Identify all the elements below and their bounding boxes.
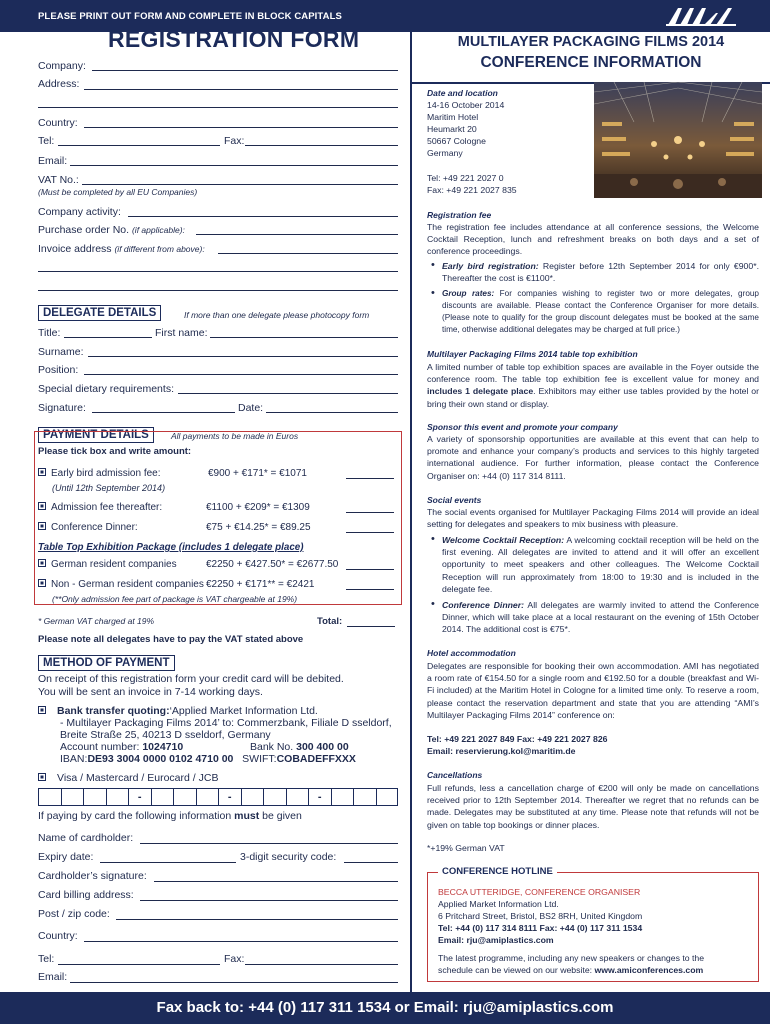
delegate-note: If more than one delegate please photocopy form (184, 310, 370, 320)
hotline-title: CONFERENCE HOTLINE (438, 866, 557, 877)
hotline-latest-1: The latest programme, including any new speakers or changes to the (438, 953, 705, 963)
account-number: Account number: 1024710 (60, 741, 184, 753)
date-location-heading: Date and location (427, 88, 498, 98)
billing-country-field[interactable] (84, 941, 398, 942)
postcode-field[interactable] (116, 919, 398, 920)
hotline-address: 6 Pritchard Street, Bristol, BS2 8RH, United Kingdom (438, 911, 643, 921)
ami-logo (666, 5, 736, 27)
fax-label: Fax: (224, 135, 245, 147)
footer-banner (0, 992, 770, 1024)
card-digit-box[interactable] (331, 788, 354, 806)
invoice-address-field-3[interactable] (38, 290, 398, 291)
non-german-price: €2250 + €171** = €2421 (206, 579, 315, 590)
date-label: Date: (238, 402, 264, 414)
tel-field[interactable] (58, 145, 220, 146)
security-code-field[interactable] (344, 862, 398, 863)
address-label: Address: (38, 78, 80, 90)
table-top-text: A limited number of table top exhibition spaces are available in the Foyer outside the conference room. The table top exhibition fee is excellent value for money and includes 1 delegate place. Exhibitors may either use tables provided by the hotel or bring their own stand or display. (427, 362, 759, 409)
non-german-checkbox[interactable] (38, 579, 46, 587)
admission-option[interactable]: Admission fee thereafter: (38, 502, 162, 513)
registration-fee-heading: Registration fee (427, 210, 492, 220)
bank-line-3: Breite Straße 25, 40213 D sseldorf, Germany (60, 729, 271, 741)
bank-number: Bank No. 300 400 00 (250, 741, 349, 753)
surname-field[interactable] (88, 356, 398, 357)
card-digit-box[interactable] (106, 788, 129, 806)
conference-date: 14-16 October 2014 (427, 100, 505, 110)
conference-info-title: CONFERENCE INFORMATION (480, 54, 702, 71)
welcome-reception-item: • Welcome Cocktail Reception: A welcoming cocktail reception will be held on the first evening. All delegates are invited to attend and it will offer an excellent opportunity to meet speakers and other colleagues. The Welcome Cocktail Reception will run approximately from 18:00 to 19:30 and is included in the delegate fee. (431, 534, 759, 595)
cardholder-signature-field[interactable] (154, 881, 398, 882)
first-name-label: First name: (155, 327, 208, 339)
german-option[interactable]: German resident companies (38, 559, 177, 570)
early-bird-option[interactable]: Early bird admission fee: (38, 468, 161, 479)
card-checkbox[interactable] (38, 773, 46, 781)
hotline-email[interactable]: Email: rju@amiplastics.com (438, 935, 554, 945)
card-dash: - (128, 788, 151, 806)
early-bird-item: • Early bird registration: Register before 12th September 2014 for only €900*. Thereafter the cost is €1100*. (431, 260, 759, 284)
card-info-note: If paying by card the following information must be given (38, 810, 302, 822)
hotel-reservation-phone: Tel: +49 221 2027 849 Fax: +49 221 2027 826 (427, 734, 608, 744)
cancellations-text: Full refunds, less a cancellation charge of €200 will only be made on cancellations received prior to 12th September 2014. Thereafter we regret that no refunds can be made. Delegates may be substituted at any time. Please note that refunds will not be given on table top bookings or dinner places. (427, 783, 759, 830)
cancellations-heading: Cancellations (427, 770, 483, 780)
card-digit-box[interactable] (151, 788, 174, 806)
title-field[interactable] (64, 337, 152, 338)
method-of-payment-heading: METHOD OF PAYMENT (38, 655, 175, 671)
card-digit-box[interactable] (286, 788, 309, 806)
hotline-company: Applied Market Information Ltd. (438, 899, 559, 909)
billing-tel-label: Tel: (38, 953, 55, 965)
iban-swift: IBAN:DE93 3004 0000 0102 4710 00 SWIFT:COBADEFFXXX (60, 753, 356, 765)
company-activity-label: Company activity: (38, 206, 121, 218)
postcode-label: Post / zip code: (38, 908, 110, 920)
billing-fax-field[interactable] (245, 964, 398, 965)
form-title: REGISTRATION FORM (108, 26, 360, 52)
conference-hotline-box (427, 866, 759, 982)
company-activity-field[interactable] (128, 216, 398, 217)
card-digit-box[interactable] (376, 788, 399, 806)
vat-label: VAT No.: (38, 174, 79, 186)
hotel-name: Maritim Hotel (427, 112, 479, 122)
hotel-reservation-email[interactable]: Email: reservierung.kol@maritim.de (427, 746, 576, 756)
card-digit-box[interactable] (353, 788, 376, 806)
address-field-2[interactable] (38, 107, 398, 108)
sponsor-heading: Sponsor this event and promote your company (427, 422, 618, 432)
card-digit-box[interactable] (38, 788, 61, 806)
billing-tel-field[interactable] (58, 964, 220, 965)
purchase-order-label: Purchase order No. (if applicable): (38, 224, 185, 236)
hotel-tel: Tel: +49 221 2027 0 (427, 173, 504, 183)
hotel-fax: Fax: +49 221 2027 835 (427, 185, 517, 195)
security-code-label: 3-digit security code: (240, 851, 337, 863)
payment-details-heading: PAYMENT DETAILS (38, 427, 154, 443)
german-vat-note: *+19% German VAT (427, 843, 505, 853)
admission-price: €1100 + €209* = €1309 (206, 502, 310, 513)
card-digit-box[interactable] (83, 788, 106, 806)
bank-transfer-option[interactable]: Bank transfer quoting:‘Applied Market Information Ltd. (38, 705, 318, 717)
hotline-latest-2: schedule can be viewed on our website: www.amiconferences.com (438, 965, 704, 975)
conference-title: MULTILAYER PACKAGING FILMS 2014 (457, 34, 725, 50)
hotel-city: 50667 Cologne (427, 136, 486, 146)
dietary-field[interactable] (178, 393, 398, 394)
billing-country-label: Country: (38, 930, 78, 942)
hotel-accommodation-heading: Hotel accommodation (427, 648, 516, 658)
hotline-telfax: Tel: +44 (0) 117 314 8111 Fax: +44 (0) 117 311 1534 (438, 923, 643, 933)
website-link[interactable]: www.amiconferences.com (594, 965, 704, 975)
card-digit-box[interactable] (61, 788, 84, 806)
card-number-boxes[interactable] (38, 788, 398, 806)
non-german-option[interactable]: Non - German resident companies (38, 579, 204, 590)
total-label: Total: (317, 616, 343, 627)
delegate-details-heading: DELEGATE DETAILS (38, 305, 161, 321)
method-intro-2: You will be sent an invoice in 7-14 working days. (38, 686, 263, 698)
dietary-label: Special dietary requirements: (38, 383, 174, 395)
purchase-order-field[interactable] (196, 234, 398, 235)
hotel-accommodation-text: Delegates are responsible for booking their own accommodation. AMI has negotiated a room rate of €154.50 for a single room and €192.50 for a double (breakfast and Wi-Fi included) at the Maritim Hotel in Cologne for a limited time only. To reserve a room, please contact the reservation department and state that you are attending “AMI’s Multilayer Packaging Films 2014” conference on: (427, 661, 759, 720)
group-rates-item: • Group rates: For companies wishing to register two or more delegates, group discounts are available. Please contact the Conference Organiser for more details. (Please note to qualify for the group discount delegates must be booked at the same time, otherwise additional delegates may be charged at full price.) (431, 288, 759, 336)
title-label: Title: (38, 327, 61, 339)
signature-field[interactable] (92, 412, 235, 413)
card-digit-box[interactable] (196, 788, 219, 806)
fax-back-instruction: Fax back to: +44 (0) 117 311 1534 or Email: rju@amiplastics.com (156, 999, 614, 1016)
email-label: Email: (38, 155, 68, 167)
hotel-country: Germany (427, 148, 463, 158)
tel-label: Tel: (38, 135, 55, 147)
billing-email-field[interactable] (70, 982, 398, 983)
table-top-heading: Table Top Exhibition Package (includes 1 delegate place) (38, 542, 304, 553)
vat-notice: Please note all delegates have to pay the VAT stated above (38, 634, 304, 645)
company-label: Company: (38, 60, 86, 72)
bank-transfer-checkbox[interactable] (38, 706, 46, 714)
admission-checkbox[interactable] (38, 502, 46, 510)
payment-note: All payments to be made in Euros (171, 431, 299, 441)
conference-dinner-item: • Conference Dinner: All delegates are warmly invited to attend the Conference Dinner, which will take place at a local restaurant on the evening of 15th October 2014. The additional cost is €75*. (431, 599, 759, 636)
invoice-address-field-1[interactable] (218, 253, 398, 254)
social-events-text: The social events organised for Multilayer Packaging Films 2014 will provide an ideal setting for delegates and speakers to mix business with pleasure. (427, 507, 759, 530)
vat-note: (Must be completed by all EU Companies) (38, 187, 198, 197)
cardholder-label: Name of cardholder: (38, 832, 134, 844)
dinner-price: €75 + €14.25* = €89.25 (206, 522, 311, 533)
hotel-atrium-photo (594, 82, 762, 198)
registration-fee-text: The registration fee includes attendance at all conference sessions, the Welcome Cocktail Reception, lunch and refreshment breaks on both days and a set of conference proceedings. (427, 222, 759, 257)
first-name-field[interactable] (210, 337, 398, 338)
sponsor-text: A variety of sponsorship opportunities are available at this event that can help to promote and enhance your company’s products and services to this highly targeted international audience. For further information, please contact the Conference Organiser on: +44 (0) 117 314 8111. (427, 434, 759, 481)
german-checkbox[interactable] (38, 559, 46, 567)
signature-label: Signature: (38, 402, 86, 414)
dinner-option[interactable]: Conference Dinner: (38, 522, 138, 533)
email-field[interactable] (70, 165, 398, 166)
billing-address-label: Card billing address: (38, 889, 134, 901)
position-label: Position: (38, 364, 79, 376)
early-bird-price: €900 + €171* = €1071 (208, 468, 307, 479)
country-field[interactable] (84, 127, 398, 128)
expiry-field[interactable] (100, 862, 236, 863)
billing-fax-label: Fax: (224, 953, 245, 965)
early-bird-checkbox[interactable] (38, 468, 46, 476)
vat-field[interactable] (82, 184, 398, 185)
admission-amount[interactable] (346, 512, 394, 513)
card-digit-box[interactable] (173, 788, 196, 806)
company-field[interactable] (92, 70, 398, 71)
payment-instruction: Please tick box and write amount: (38, 446, 192, 457)
fax-field[interactable] (245, 145, 398, 146)
surname-label: Surname: (38, 346, 84, 358)
hotel-street: Heumarkt 20 (427, 124, 477, 134)
dinner-amount[interactable] (346, 532, 394, 533)
position-field[interactable] (84, 374, 398, 375)
bank-line-2: - Multilayer Packaging Films 2014’ to: Commerzbank, Filiale D sseldorf, (60, 717, 392, 729)
billing-address-field[interactable] (140, 900, 398, 901)
dinner-checkbox[interactable] (38, 522, 46, 530)
social-events-heading: Social events (427, 495, 482, 505)
vat-charged-note: * German VAT charged at 19% (38, 616, 155, 626)
early-bird-note: (Until 12th September 2014) (52, 483, 166, 493)
table-top-heading-right: Multilayer Packaging Films 2014 table top exhibition (427, 349, 638, 359)
print-instruction: PLEASE PRINT OUT FORM AND COMPLETE IN BLOCK CAPITALS (38, 11, 342, 22)
german-amount[interactable] (346, 569, 394, 570)
conference-information (410, 32, 770, 992)
card-digit-box[interactable] (263, 788, 286, 806)
billing-email-label: Email: (38, 971, 68, 983)
cardholder-signature-label: Cardholder’s signature: (38, 870, 147, 882)
card-dash: - (218, 788, 241, 806)
early-bird-amount[interactable] (346, 478, 394, 479)
card-digit-box[interactable] (241, 788, 264, 806)
hotline-organiser: BECCA UTTERIDGE, CONFERENCE ORGANISER (438, 887, 641, 897)
method-intro-1: On receipt of this registration form your credit card will be debited. (38, 673, 344, 685)
card-option[interactable]: Visa / Mastercard / Eurocard / JCB (38, 772, 218, 784)
invoice-address-field-2[interactable] (38, 271, 398, 272)
cardholder-field[interactable] (140, 843, 398, 844)
date-field[interactable] (266, 412, 398, 413)
invoice-address-label: Invoice address (if different from above): (38, 243, 205, 255)
total-field[interactable] (347, 626, 395, 627)
expiry-label: Expiry date: (38, 851, 94, 863)
address-field-1[interactable] (84, 89, 398, 90)
country-label: Country: (38, 117, 78, 129)
card-dash: - (308, 788, 331, 806)
german-price: €2250 + €427.50* = €2677.50 (206, 559, 339, 570)
non-german-amount[interactable] (346, 589, 394, 590)
vat-only-note: (**Only admission fee part of package is VAT chargeable at 19%) (52, 594, 298, 604)
